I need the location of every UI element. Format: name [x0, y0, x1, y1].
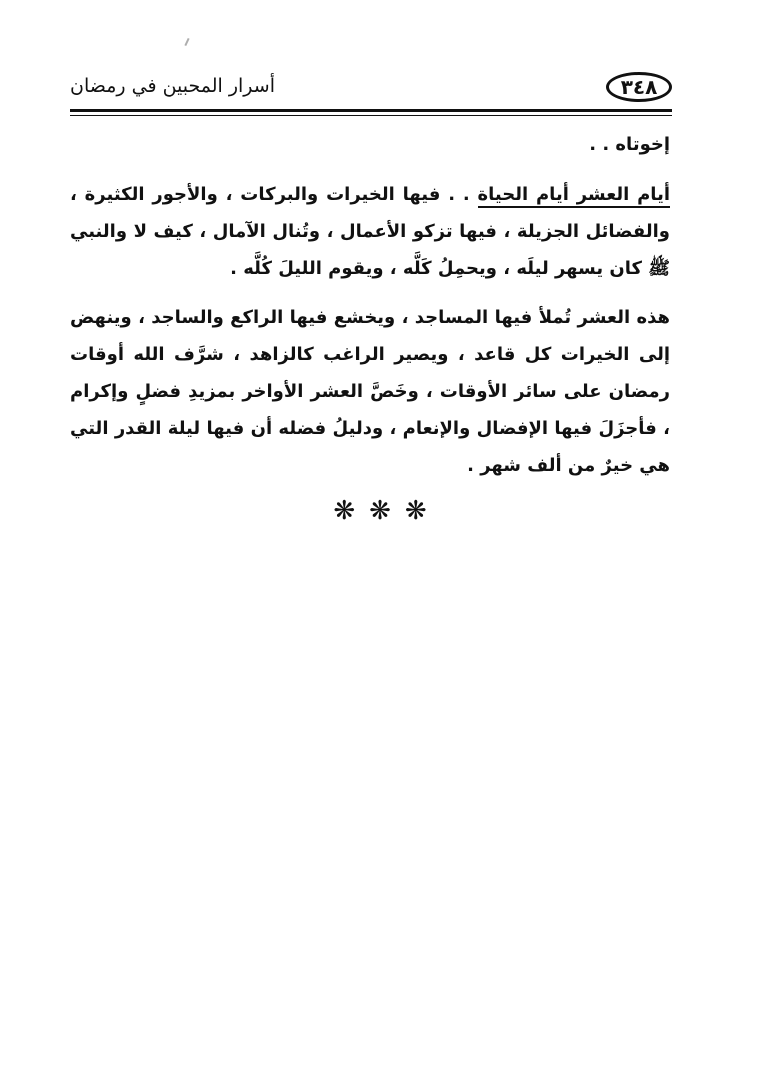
- paragraph-2: هذه العشر تُملأ فيها المساجد ، ويخشع فيها الراكع والساجد ، وينهض إلى الخيرات كل قاعد ، ويصير الراغب كالزاهد ، شرَّف الله أوقات رمضان على سائر الأوقات ، وخَصَّ العشر الأواخر بمزيدِ فضلٍ وإكرام ، فأجزَلَ فيها الإفضال والإنعام ، ودليلُ فضله أن فيها ليلة القدر التي هي خيرٌ من ألف شهر .: [70, 307, 670, 476]
- header-rule-thin: [70, 115, 672, 116]
- underlined-phrase: أيام العشر أيام الحياة: [478, 184, 670, 208]
- paragraph-1-text: . . فيها الخيرات والبركات ، والأجور الكثيرة ، والفضائل الجزيلة ، فيها تزكو الأعمال ، وتُنال الآمال ، كيف لا والنبي ﷺ كان يسهر ليلَه ، ويحمِلُ كَلَّه ، ويقوم الليلَ كُلَّه .: [70, 184, 670, 279]
- page-number: ٣٤٨: [620, 75, 658, 99]
- body-text: [70, 128, 670, 496]
- running-title: أسرار المحبين في رمضان: [70, 75, 275, 97]
- page-header: [70, 64, 672, 110]
- paragraph-1: [70, 176, 670, 287]
- page-number-badge: [606, 72, 672, 102]
- section-heading: إخوتاه . .: [589, 134, 670, 155]
- section-separator: ❋❋❋: [333, 496, 441, 526]
- stray-mark: [184, 38, 189, 46]
- header-rule-thick: [70, 109, 672, 112]
